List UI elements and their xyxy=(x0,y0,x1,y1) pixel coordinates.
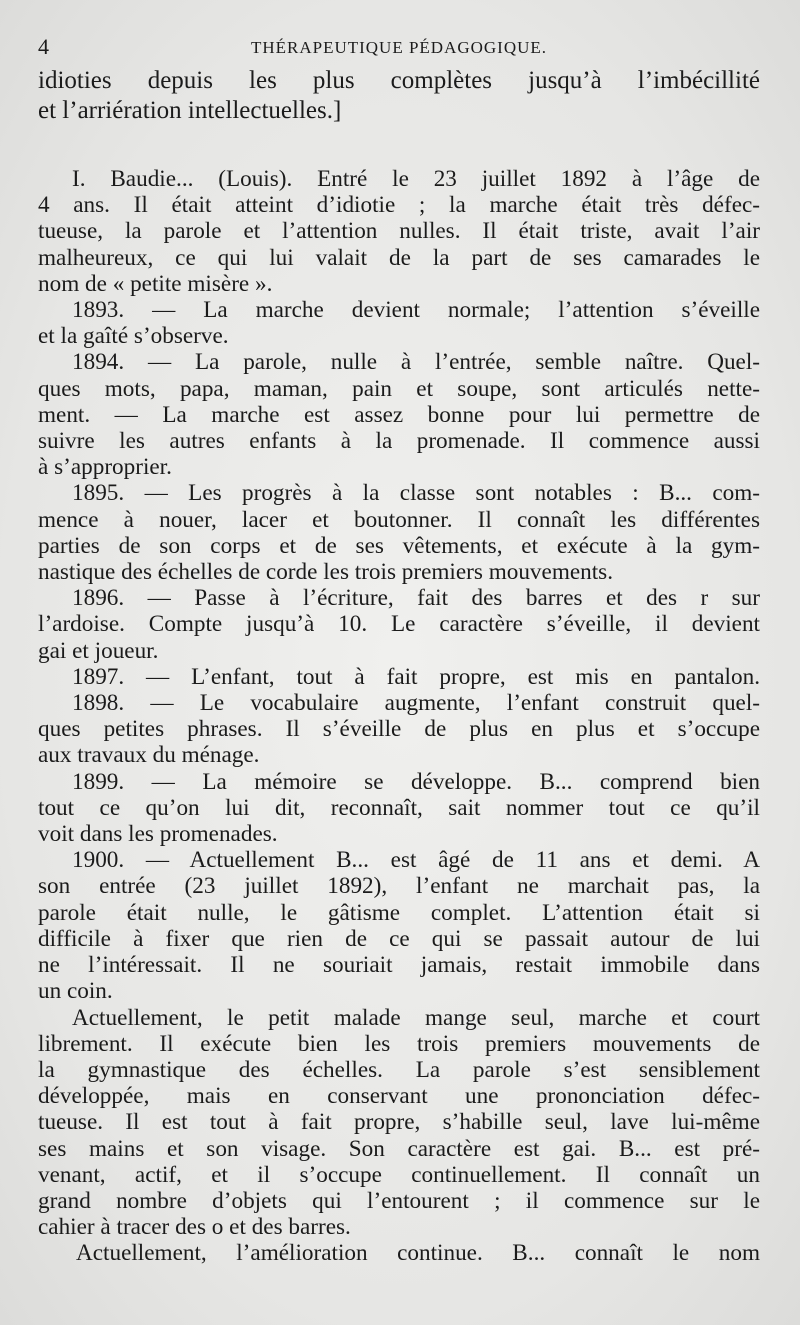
page-header xyxy=(38,30,760,66)
intro-paragraph xyxy=(38,66,760,126)
text-line: suivre les autres enfants à la promenade. Il commence aussi xyxy=(38,428,760,455)
text-line: ques petites phrases. Il s’éveille de plus en plus et s’occupe xyxy=(38,716,760,743)
text-line: librement. Il exécute bien les trois premiers mouvements de xyxy=(38,1030,760,1057)
text-line: parties de son corps et de ses vêtements, et exécute à la gym- xyxy=(38,532,760,559)
text-line: ne l’intéressait. Il ne souriait jamais, restait immobile dans xyxy=(38,952,760,979)
text-line: et l’arriération intellectuelles.] xyxy=(38,97,342,124)
actuellement-paragraph-1: Actuellement, le petit malade mange seul, marche et court xyxy=(72,1004,760,1031)
text-line: la gymnastique des échelles. La parole s’est sensiblement xyxy=(38,1056,760,1083)
page-number: 4 xyxy=(38,34,49,59)
case-heading-line: I. Baudie... (Louis). Entré le 23 juillet 1892 à l’âge de xyxy=(72,166,760,192)
text-line: ment. — La marche est assez bonne pour lui permettre de xyxy=(38,401,760,428)
actuellement-paragraph-2: Actuellement, l’amélioration continue. B... connaît le nom xyxy=(76,1240,760,1267)
text-line: venant, actif, et il s’occupe continuellement. Il connaît un xyxy=(38,1161,760,1188)
text-line: voit dans les promenades. xyxy=(38,821,278,848)
text-line: 4 ans. Il était atteint d’idiotie ; la marche était très défec- xyxy=(38,192,760,219)
text-line: parole était nulle, le gâtisme complet. L’attention était si xyxy=(38,899,760,926)
text-line: tout ce qu’on lui dit, reconnaît, sait nommer tout ce qu’il xyxy=(38,794,760,821)
text-line: tueuse, la parole et l’attention nulles. Il était triste, avait l’air xyxy=(38,218,760,245)
text-line: tueuse. Il est tout à fait propre, s’habille seul, lave lui-même xyxy=(38,1109,760,1136)
case-report xyxy=(38,166,760,1267)
text-line: malheureux, ce qui lui valait de la part de ses camarades le xyxy=(38,244,760,271)
text-line: gai et joueur. xyxy=(38,637,159,664)
year-entry-1899: 1899. — La mémoire se développe. B... comprend bien xyxy=(72,768,760,795)
running-title: THÉRAPEUTIQUE PÉDAGOGIQUE. xyxy=(250,38,548,57)
year-entry-1900: 1900. — Actuellement B... est âgé de 11 ans et demi. A xyxy=(72,847,760,874)
text-line: un coin. xyxy=(38,978,113,1005)
text-line: difficile à fixer que rien de ce qui se passait autour de lui xyxy=(38,925,760,952)
text-line: ses mains et son visage. Son caractère est gai. B... est pré- xyxy=(38,1135,760,1162)
text-line: idioties depuis les plus complètes jusqu’à l’imbécillité xyxy=(38,67,760,94)
text-line: à s’approprier. xyxy=(38,454,172,481)
text-line: développée, mais en conservant une prononciation défec- xyxy=(38,1083,760,1110)
text-line: cahier à tracer des o et des barres. xyxy=(38,1214,351,1241)
text-line: ques mots, papa, maman, pain et soupe, sont articulés nette- xyxy=(38,375,760,402)
year-entry-1897: 1897. — L’enfant, tout à fait propre, est mis en pantalon. xyxy=(72,663,760,690)
text-line: et la gaîté s’observe. xyxy=(38,323,229,350)
year-entry-1898: 1898. — Le vocabulaire augmente, l’enfant construit quel- xyxy=(72,690,760,717)
year-entry-1896: 1896. — Passe à l’écriture, fait des barres et des r sur xyxy=(72,585,760,612)
text-line: son entrée (23 juillet 1892), l’enfant ne marchait pas, la xyxy=(38,873,760,900)
text-line: nom de « petite misère ». xyxy=(38,270,273,297)
year-entry-1894: 1894. — La parole, nulle à l’entrée, semble naître. Quel- xyxy=(72,349,760,376)
text-line: grand nombre d’objets qui l’entourent ; il commence sur le xyxy=(38,1187,760,1214)
text-line: aux travaux du ménage. xyxy=(38,742,260,769)
text-line: l’ardoise. Compte jusqu’à 10. Le caractère s’éveille, il devient xyxy=(38,611,760,638)
year-entry-1895: 1895. — Les progrès à la classe sont notables : B... com- xyxy=(72,480,760,507)
text-line: nastique des échelles de corde les trois premiers mouvements. xyxy=(38,559,614,586)
year-entry-1893: 1893. — La marche devient normale; l’attention s’éveille xyxy=(72,297,760,324)
text-line: mence à nouer, lacer et boutonner. Il connaît les différentes xyxy=(38,506,760,533)
